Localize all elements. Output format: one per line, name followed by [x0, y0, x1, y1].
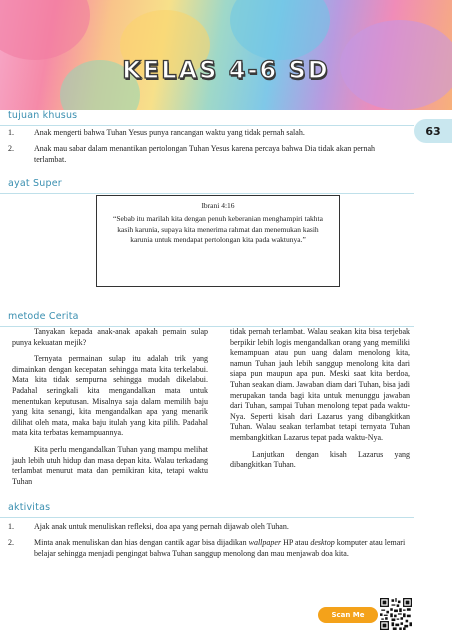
- divider: [0, 125, 414, 126]
- section-tujuan: [0, 110, 414, 124]
- list-text-emphasis: desktop: [310, 538, 335, 547]
- list-text: Minta anak menuliskan dan hias dengan cantik agar bisa dijadikan: [34, 538, 249, 547]
- page-title: KELAS 4-6 SD: [122, 56, 330, 84]
- list-number: 2.: [8, 538, 14, 547]
- list-number: 2.: [8, 144, 14, 153]
- list-number: 1.: [8, 522, 14, 531]
- list-text: Anak mau sabar dalam menantikan pertolongan Tuhan Yesus karena percaya bahwa Dia tidak akan pernah terlambat.: [34, 144, 376, 164]
- story-right-column: [230, 327, 410, 477]
- scan-me-button[interactable]: [318, 607, 378, 623]
- paragraph: Lanjutkan dengan kisah Lazarus yang dibangkitkan Tuhan.: [230, 449, 410, 470]
- list-item: [8, 537, 408, 559]
- list-text: komputer atau lemari belajar sehingga menjadi pengingat bahwa Tuhan sanggup menolong dan mau menjawab doa kita.: [34, 538, 406, 558]
- verse-box: [96, 195, 340, 287]
- list-text: Ajak anak untuk menuliskan refleksi, doa apa yang pernah dijawab oleh Tuhan.: [34, 522, 289, 531]
- qr-code-icon[interactable]: [380, 598, 412, 630]
- section-heading: tujuan khusus: [8, 110, 78, 121]
- paragraph: Kita perlu mengandalkan Tuhan yang mampu melihat jauh lebih utuh hidup dan masa depan kita. Walau terkadang terlambat menurut mata dan pemikiran kita, tetapi waktu Tuhan: [12, 444, 208, 486]
- list-text: HP atau: [281, 538, 311, 547]
- verse-text: “Sebab itu marilah kita dengan penuh keberanian menghampiri takhta kasih karunia, supaya kita menerima rahmat dan menemukan kasih karunia untuk mendapat pertolongan kita pada waktunya.”: [113, 214, 323, 244]
- aktivitas-list: [8, 521, 408, 564]
- section-aktivitas: [0, 502, 414, 516]
- list-text: Anak mengerti bahwa Tuhan Yesus punya rancangan waktu yang tidak pernah salah.: [34, 128, 305, 137]
- section-heading: ayat Super: [8, 178, 62, 189]
- paragraph: tidak pernah terlambat. Walau seakan kita bisa terjebak berpikir lebih logis mengandalkan orang yang memiliki kemampuan atau pun uang dalam menolong kita, namun Tuhan jauh lebih sanggup menolong kita dari siapa pun maupun apa pun. Meski saat kita berdoa, Tuhan seakan diam. Jawaban diam dari Tuhan, bisa jadi merupakan tanda bagi kita untuk menunggu jawaban dari Tuhan, sampai Tuhan menolong tepat pada waktu-Nya. Seperti kisah dari Lazarus yang dibangkitkan Tuhan. Walau seakan terlambat tetapi ternyata Tuhan membangkitkan Lazarus tepat pada waktu-Nya.: [230, 327, 410, 442]
- page-number-tab: [414, 119, 452, 143]
- banner-decoration: [0, 0, 90, 60]
- tujuan-list: [8, 127, 408, 170]
- divider: [0, 517, 414, 518]
- story-left-column: [12, 327, 208, 493]
- header-banner: [0, 0, 452, 110]
- list-item: [8, 521, 408, 532]
- divider: [0, 193, 414, 194]
- list-item: [8, 127, 408, 138]
- section-heading: metode Cerita: [8, 311, 79, 322]
- page-number: 63: [425, 124, 441, 138]
- verse-reference: Ibrani 4:16: [201, 201, 235, 210]
- paragraph: Ternyata permainan sulap itu adalah trik yang dimainkan dengan kecepatan sehingga mata kita terkelabui. Mata kita tidak sempurna sehingga mudah dikelabui. Padahal seringkali kita mengandalkan mata untuk menentukan keputusan. Misalnya saja dalam memilih baju yang kita senangi, kita mengandalkan apa yang menarik dilihat oleh mata, maka baju itulah yang kita pilih. Padahal mata kita terbatas kemampuannya.: [12, 354, 208, 438]
- scan-me-label: Scan Me: [331, 611, 365, 619]
- list-number: 1.: [8, 128, 14, 137]
- section-ayat: [0, 178, 414, 192]
- section-metode: [0, 311, 414, 325]
- list-item: [8, 143, 408, 165]
- list-text-emphasis: wallpaper: [248, 538, 282, 547]
- paragraph: Tanyakan kepada anak-anak apakah pemain sulap punya kekuatan mejik?: [12, 327, 208, 347]
- section-heading: aktivitas: [8, 502, 51, 513]
- banner-decoration: [230, 0, 330, 60]
